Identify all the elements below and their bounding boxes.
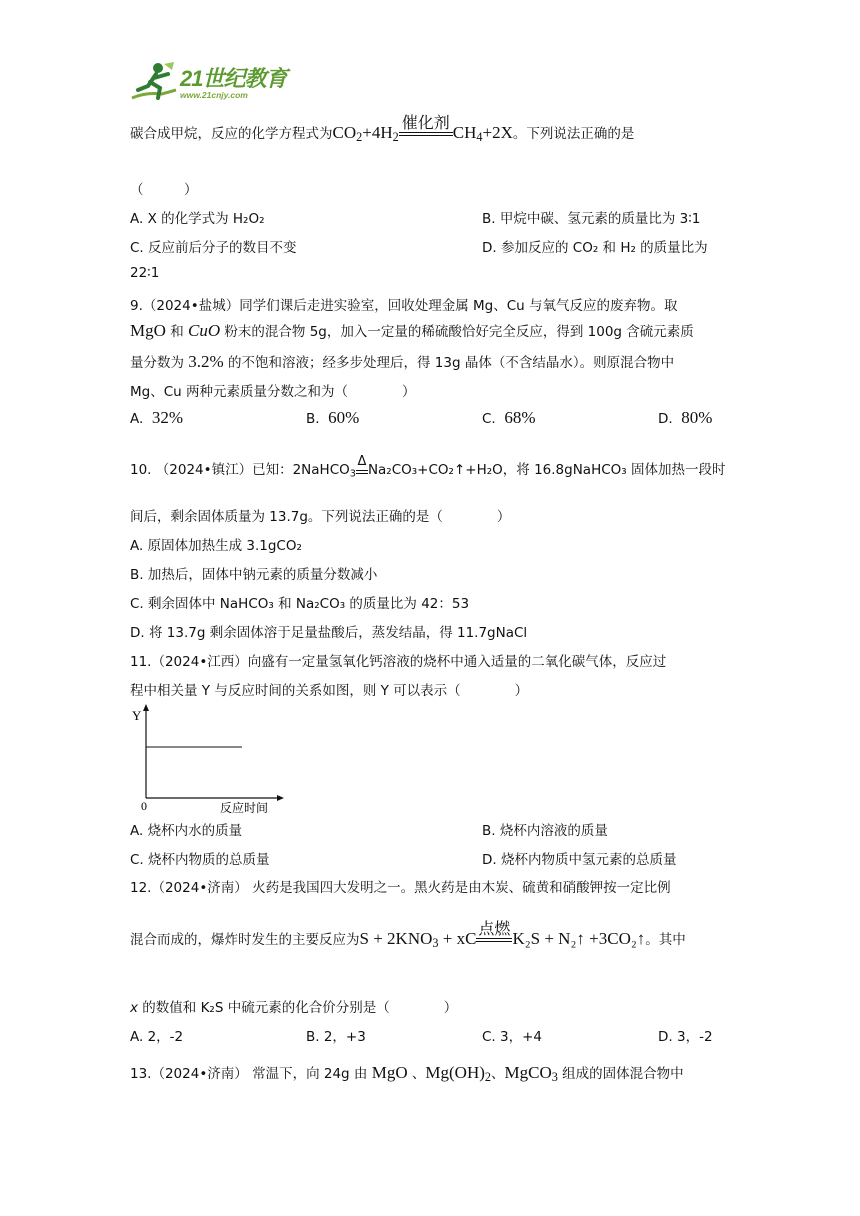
q8-stem-line: 碳合成甲烷，反应的化学方程式为$CO_2+4H_2$ 催化剂 $CH_4+2X$。下列说法正确的是 [130, 113, 635, 145]
q9-stem-line2: MgO 和 CuO 粉末的混合物 5g，加入一定量的稀硫酸恰好完全反应，得到 100g 含硫元素质 [130, 321, 694, 340]
site-logo [128, 60, 298, 104]
q8-option-d-cont: 22∶1 [130, 265, 160, 281]
q11-option-b[interactable]: B. 烧杯内溶液的质量 [482, 823, 608, 839]
q9-option-a[interactable]: A. 32% [130, 408, 184, 427]
q12-equation-left: $S + 2KNO_3$ + xC [359, 929, 477, 951]
q8-reaction-arrow: 催化剂 [399, 115, 453, 137]
q10-option-a[interactable]: A. 原固体加热生成 3.1gCO₂ [130, 538, 302, 554]
q12-equation-right: K₂S + N₂↑ +3CO₂↑ [512, 929, 646, 948]
q10-option-c[interactable]: C. 剩余固体中 NaHCO₃ 和 Na₂CO₃ 的质量比为 42：53 [130, 596, 470, 612]
q8-option-c[interactable]: C. 反应前后分子的数目不变 [130, 240, 297, 256]
q11-option-c[interactable]: C. 烧杯内物质的总质量 [130, 852, 270, 868]
q11-option-d[interactable]: D. 烧杯内物质中氢元素的总质量 [482, 852, 677, 868]
q8-option-a[interactable]: A. X 的化学式为 H₂O₂ [130, 211, 265, 227]
q12-stem-line2: 混合而成的，爆炸时发生的主要反应为$S + 2KNO_3$ + xC 点燃 K₂S + N₂↑ +3CO₂↑。其中 [130, 919, 686, 951]
q10-stem-line1: 10. （2024•镇江）已知：2NaHCO$_3$ Δ Na₂CO₃+CO₂↑+H₂O，将 16.8gNaHCO₃ 固体加热一段时 [130, 454, 726, 480]
runner-logo-icon [128, 60, 180, 104]
q8-option-d[interactable]: D. 参加反应的 CO₂ 和 H₂ 的质量比为 [482, 240, 708, 256]
q8-equation-right: $CH_4+2X$ [452, 123, 513, 145]
q11-option-a[interactable]: A. 烧杯内水的质量 [130, 823, 243, 839]
x-axis-label: 反应时间 [220, 801, 269, 814]
q12-option-a[interactable]: A. 2，-2 [130, 1029, 184, 1045]
q11-stem-line1: 11.（2024•江西）向盛有一定量氢氧化钙溶液的烧杯中通入适量的二氧化碳气体，反应过 [130, 654, 667, 670]
q8-equation-left: $CO_2+4H_2$ [332, 123, 399, 145]
q12-option-b[interactable]: B. 2，+3 [306, 1029, 366, 1045]
q9-stem-line1: 9.（2024•盐城）同学们课后走进实验室，回收处理金属 Mg、Cu 与氧气反应的废弃物。取 [130, 298, 678, 314]
q12-option-c[interactable]: C. 3，+4 [482, 1029, 542, 1045]
logo-url: www.21cnjy.com [180, 90, 248, 100]
q9-option-d[interactable]: D. 80% [658, 408, 713, 427]
q9-option-c[interactable]: C. 68% [482, 408, 536, 427]
q10-heat-arrow: Δ [356, 454, 368, 474]
q11-graph [128, 704, 288, 814]
q12-stem-line3: x 的数值和 K₂S 中硫元素的化合价分别是（ ） [130, 1000, 458, 1016]
q12-reaction-arrow: 点燃 [476, 921, 512, 943]
q11-stem-line2: 程中相关量 Y 与反应时间的关系如图，则 Y 可以表示（ ） [130, 683, 529, 699]
q13-stem-line1: 13.（2024•济南） 常温下，向 24g 由 MgO 、$Mg(OH)_2$、MgCO$_3$ 组成的固体混合物中 [130, 1063, 684, 1085]
q8-answer-paren: （ ） [130, 182, 198, 198]
q9-stem-line3: 量分数为 3.2% 的不饱和溶液；经多步处理后，得 13g 晶体（不含结晶水）。则原混合物中 [130, 352, 675, 371]
q12-option-d[interactable]: D. 3，-2 [658, 1029, 713, 1045]
q12-stem-line1: 12.（2024•济南） 火药是我国四大发明之一。黑火药是由木炭、硫黄和硝酸钾按一定比例 [130, 880, 671, 896]
q10-option-b[interactable]: B. 加热后，固体中钠元素的质量分数减小 [130, 567, 378, 583]
q10-option-d[interactable]: D. 将 13.7g 剩余固体溶于足量盐酸后，蒸发结晶，得 11.7gNaCl [130, 625, 528, 641]
x-axis-arrow-icon [277, 795, 284, 801]
q9-stem-line4: Mg、Cu 两种元素质量分数之和为（ ） [130, 384, 416, 400]
origin-label: 0 [141, 799, 147, 813]
logo-brand: 21世纪教育 [180, 66, 287, 91]
q10-stem-line2: 间后，剩余固体质量为 13.7g。下列说法正确的是（ ） [130, 509, 511, 525]
q9-option-b[interactable]: B. 60% [306, 408, 360, 427]
y-axis-arrow-icon [143, 704, 149, 711]
y-axis-label: Y [132, 708, 142, 723]
q8-option-b[interactable]: B. 甲烷中碳、氢元素的质量比为 3∶1 [482, 211, 701, 227]
